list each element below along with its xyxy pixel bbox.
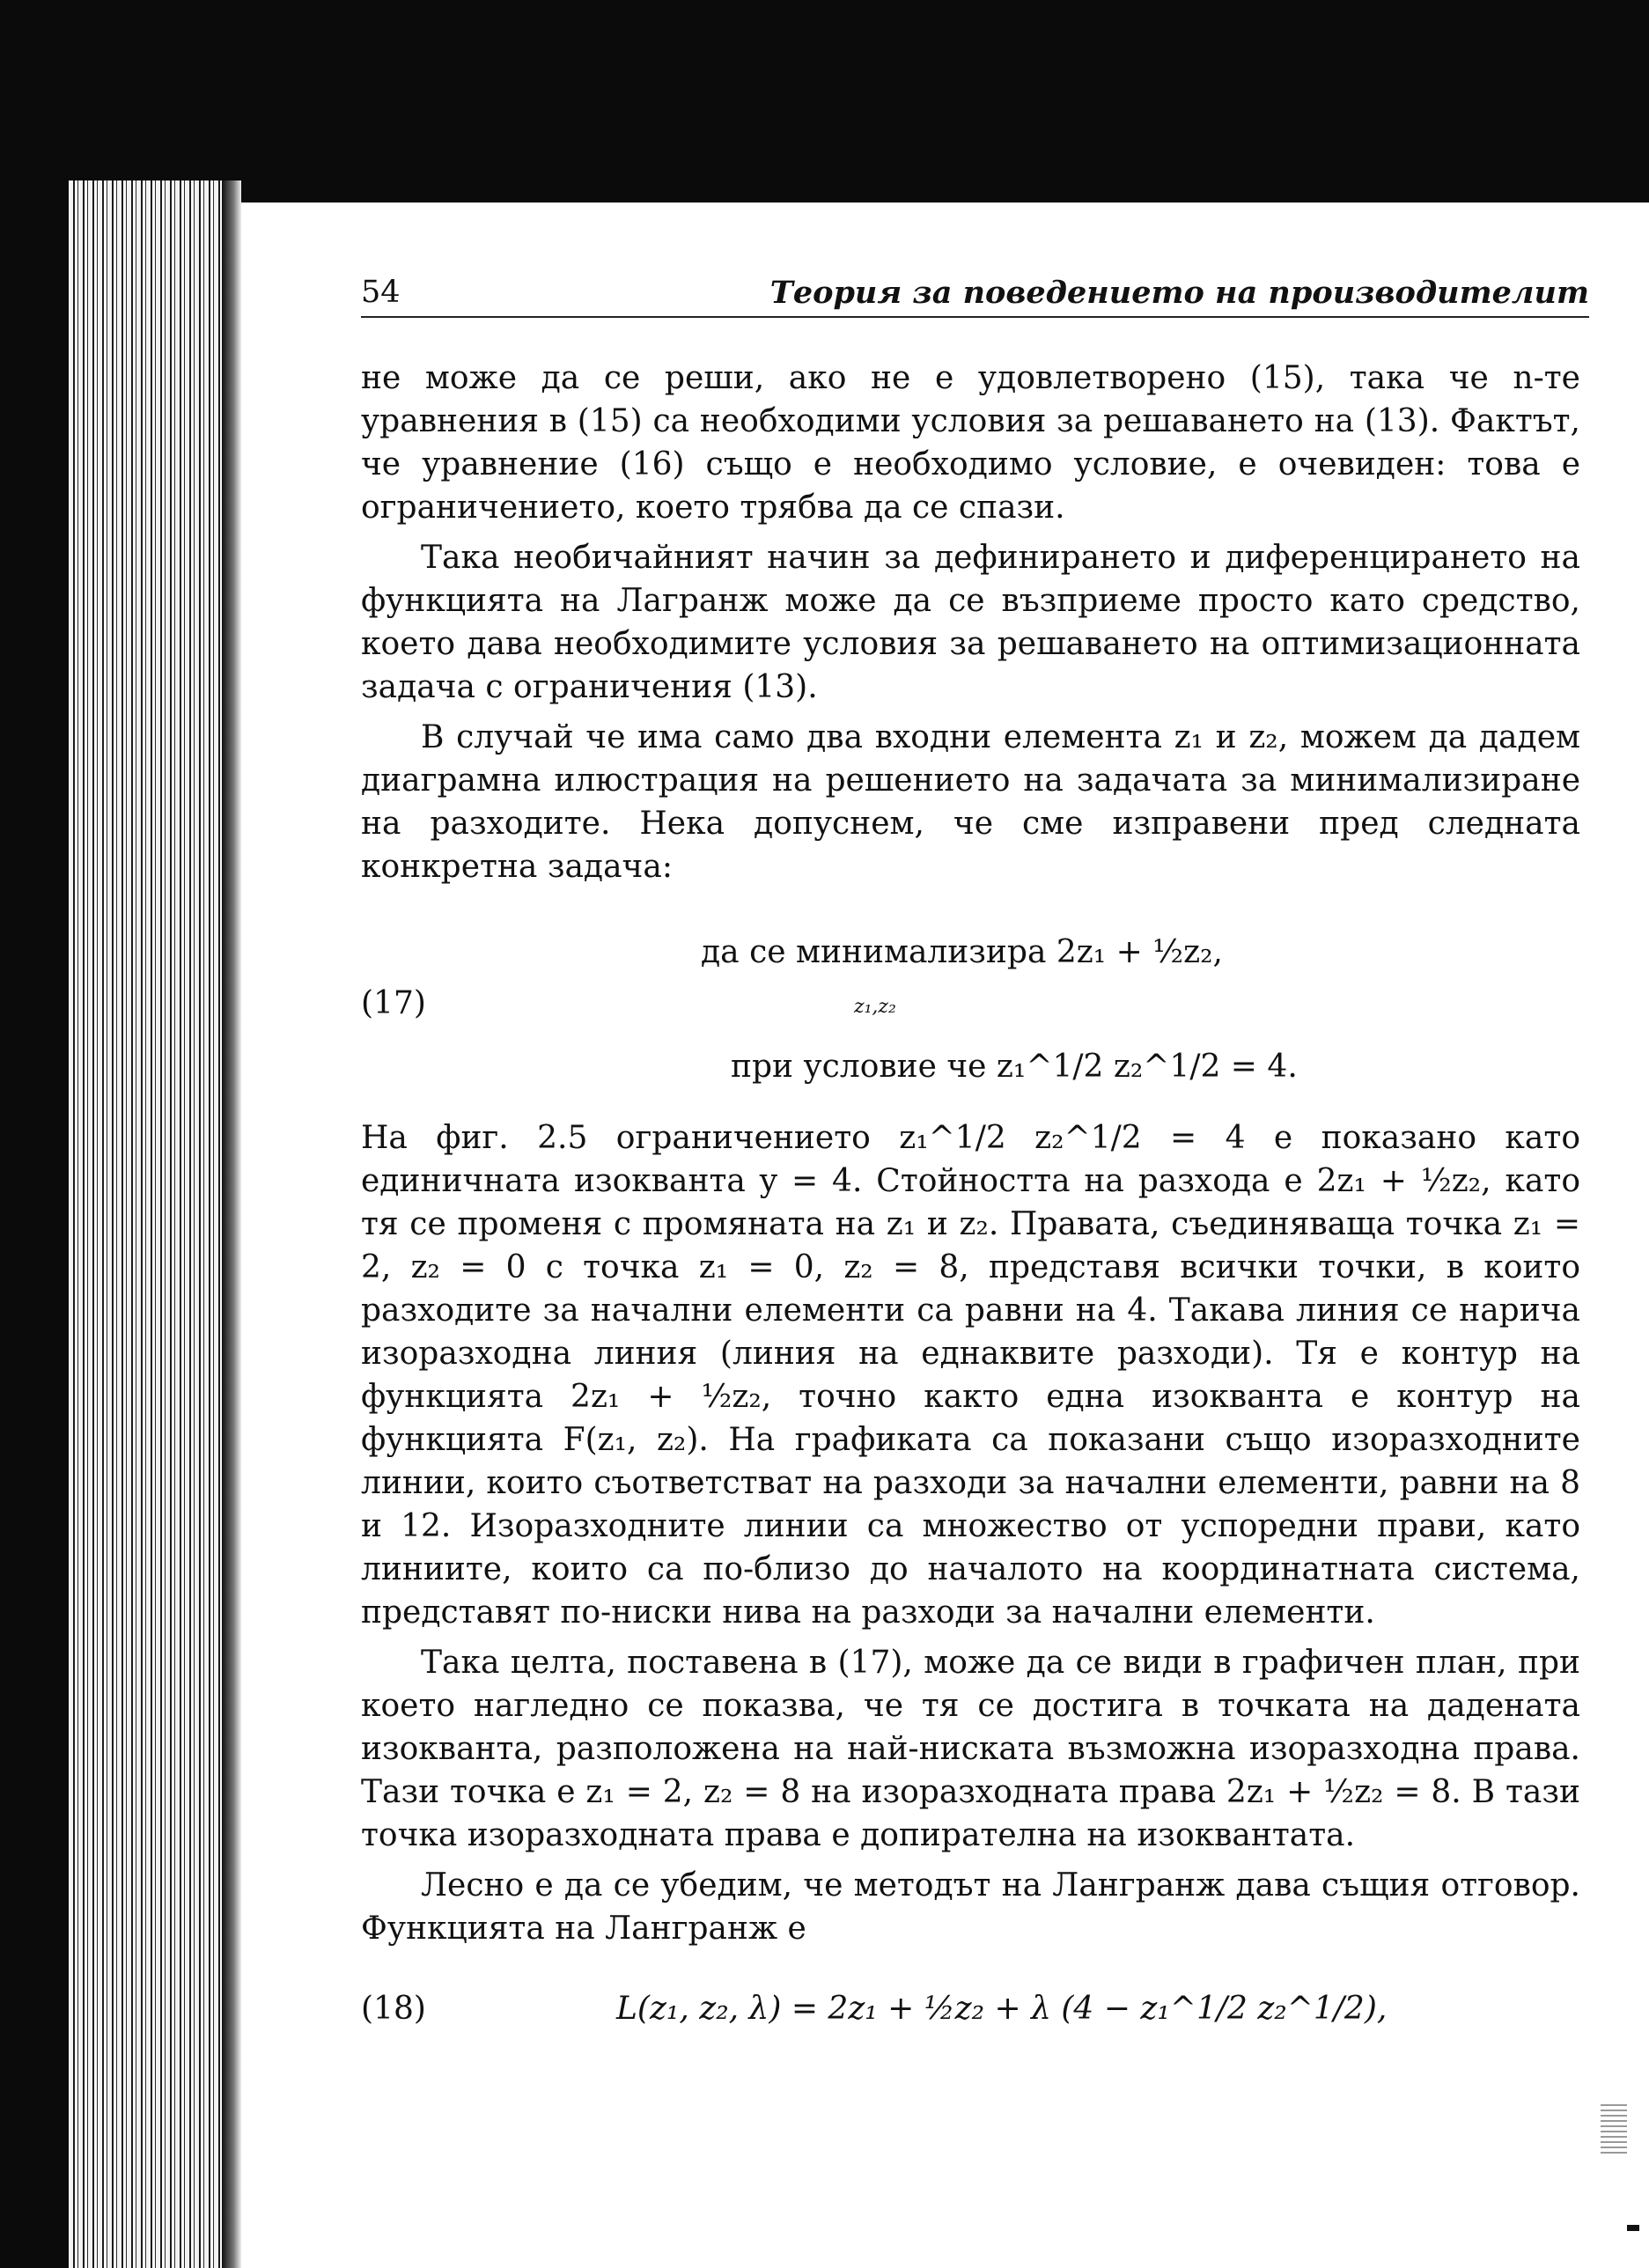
equation-17-objective: да се минимализира 2z₁ + ½z₂, — [701, 934, 1223, 970]
paragraph-3: В случай че има само два входни елемента z₁ и z₂, можем да дадем диаграмна илюстрация на решението на задачата за минимализиране на разходите. Нека допуснем, че сме изправени пред следната конкретна задача: — [361, 719, 1580, 885]
running-header — [361, 275, 1589, 318]
scan-artifact-dash — [1627, 2225, 1639, 2231]
equation-18-label: (18) — [361, 1991, 426, 2027]
running-title: Теория за поведението на производителит — [769, 275, 1589, 311]
page-gutter-shadow — [222, 180, 241, 2268]
equation-17-subscript: z₁,z₂ — [854, 996, 896, 1018]
paragraph-4: На фиг. 2.5 ограничението z₁^1/2 z₂^1/2 = 4 е показано като единичната изокванта y = 4. Стойността на разхода е 2z₁ + ½z₂, като тя се променя с промяната на z₁ и z₂. Правата, съединяваща точка z₁ = 2, z₂ = 0 с точка z₁ = 0, z₂ = 8, представя всички точки, в които разходите за начални елементи са равни на 4. Такава линия се нарича изоразходна линия (линия на еднаквите разходи). Тя е контур на функцията 2z₁ + ½z₂, точно както една изокванта е контур на функцията F(z₁, z₂). На графиката са показани също изоразходните линии, които съответстват на разходи за начални елементи, равни на 8 и 12. Изоразходните линии са множество от успоредни прави, като линиите, които са по-близо до началото на координатната система, представят по-ниски нива на разходи за начални елементи. — [361, 1120, 1580, 1631]
book-page-edges — [69, 180, 236, 2268]
equation-17 — [361, 913, 1580, 1102]
paragraph-6: Лесно е да се убедим, че методът на Лангранж дава същия отговор. Функцията на Лангранж е — [361, 1867, 1580, 1947]
equation-18 — [361, 1968, 1580, 2065]
page-number: 54 — [361, 275, 401, 310]
equation-18-formula: L(z₁, z₂, λ) = 2z₁ + ½z₂ + λ (4 − z₁^1/2 z₂^1/2), — [616, 1991, 1388, 2027]
equation-17-label: (17) — [361, 985, 426, 1021]
page-body — [361, 357, 1580, 2065]
scan-top-border — [0, 0, 1649, 189]
paragraph-1: не може да се реши, ако не е удовлетворено (15), така че n-те уравнения в (15) са необходими условия за решаването на (13). Фактът, че уравнение (16) също е необходимо условие, е очевиден: това е ограничението, което трябва да се спази. — [361, 360, 1580, 526]
equation-17-constraint: при условие че z₁^1/2 z₂^1/2 = 4. — [731, 1049, 1298, 1085]
paragraph-2: Така необичайният начин за дефинирането и диференцирането на функцията на Лагранж може да се възприеме просто като средство, което дава необходимите условия за решаването на оптимизационната задача с ограничения (13). — [361, 540, 1580, 705]
scan-left-border — [0, 0, 69, 2268]
scan-artifact — [1601, 2104, 1627, 2157]
paragraph-5: Така целта, поставена в (17), може да се види в графичен план, при което нагледно се показва, че тя се достига в точката на дадената изокванта, разположена на най-ниската възможна изоразходна права. Тази точка е z₁ = 2, z₂ = 8 на изоразходната права 2z₁ + ½z₂ = 8. В тази точка изоразходната права е допирателна на изоквантата. — [361, 1645, 1580, 1853]
